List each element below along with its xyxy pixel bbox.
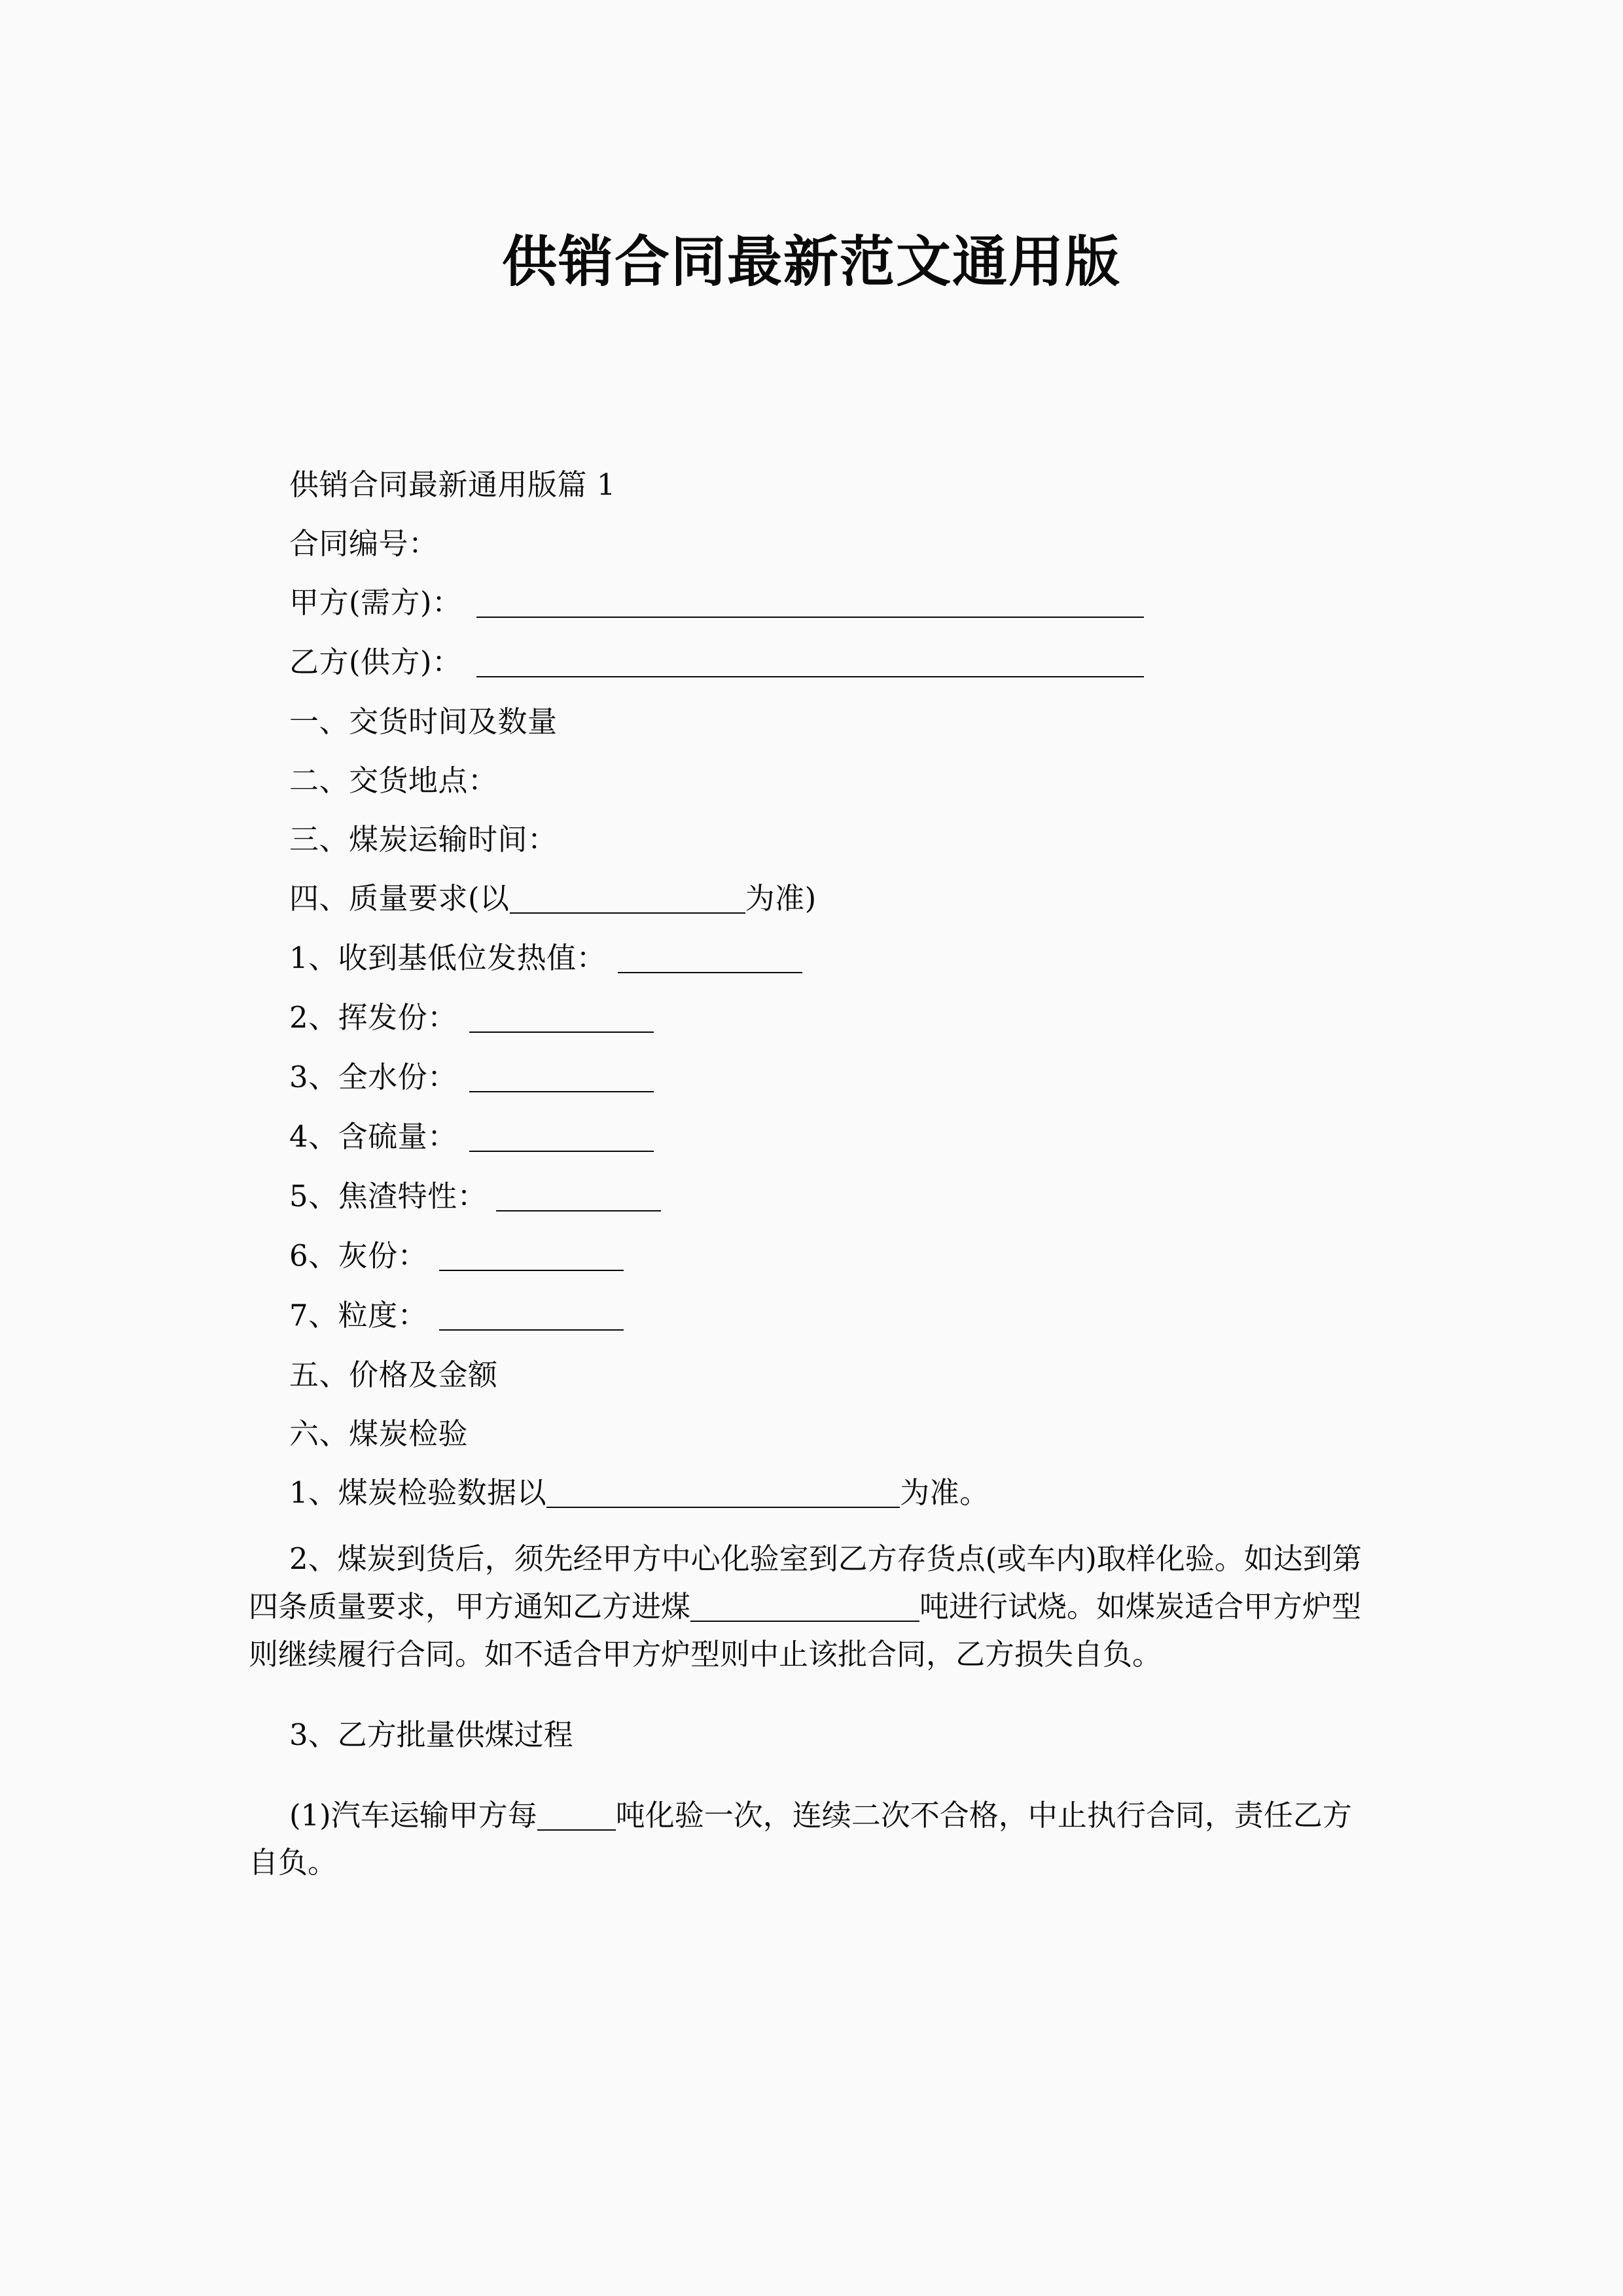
party-label-supplier: 乙方(供方)： bbox=[289, 645, 462, 679]
party-buyer-blank[interactable] bbox=[476, 617, 1144, 618]
quality-item-2 bbox=[249, 1000, 1374, 1035]
quality-item-5-label: 5、焦渣特性： bbox=[289, 1179, 488, 1213]
section-4-suffix: 为准) bbox=[745, 881, 817, 916]
inspection-item-3-sub-1 bbox=[249, 1792, 1374, 1888]
inspection-item-1-blank[interactable] bbox=[546, 1507, 900, 1508]
party-row-buyer bbox=[249, 585, 1374, 620]
inspection-item-2-tons-blank[interactable] bbox=[690, 1621, 919, 1622]
party-row-supplier bbox=[249, 647, 1374, 677]
quality-item-6-label: 6、灰份： bbox=[289, 1238, 428, 1273]
inspection-item-2-part1: 2、煤炭到货后，须先经甲方中心化验室到乙方存货点(或车内)取样化验。如达到第四条质量要求，甲方通知乙方进煤 bbox=[249, 1541, 1362, 1624]
section-5-price-amount: 五、价格及金额 bbox=[289, 1357, 498, 1392]
inspection-item-2-part2: 吨进行试烧。如煤炭适合甲方炉型则继续履行合同。如不适合甲方炉型则中止该批合同，乙方损失自负。 bbox=[249, 1588, 1362, 1672]
section-4-standard-blank[interactable] bbox=[510, 912, 745, 914]
section-4-quality-requirements bbox=[249, 881, 1374, 916]
quality-item-4-blank[interactable] bbox=[469, 1151, 654, 1152]
section-1-delivery-time-quantity: 一、交货时间及数量 bbox=[289, 704, 558, 739]
quality-item-3-label: 3、全水份： bbox=[289, 1060, 457, 1094]
section-3-transport-time: 三、煤炭运输时间： bbox=[289, 822, 558, 857]
quality-item-3 bbox=[249, 1062, 1374, 1092]
section-6-coal-inspection: 六、煤炭检验 bbox=[289, 1416, 469, 1451]
section-4-prefix: 四、质量要求(以 bbox=[289, 881, 510, 916]
inspection-item-3-sub-1-tons-blank[interactable] bbox=[537, 1829, 616, 1831]
party-label-buyer: 甲方(需方)： bbox=[289, 585, 462, 620]
quality-item-6 bbox=[249, 1238, 1374, 1273]
inspection-item-1-prefix: 1、煤炭检验数据以 bbox=[289, 1475, 547, 1510]
inspection-item-3-sub-1-part2: 吨化验一次，连续二次不合格，中止执行合同，责任乙方自负。 bbox=[249, 1797, 1352, 1880]
inspection-item-1-suffix: 为准。 bbox=[900, 1475, 990, 1510]
inspection-item-3-sub-1-part1: (1)汽车运输甲方每 bbox=[289, 1797, 537, 1833]
quality-item-5-blank[interactable] bbox=[496, 1210, 661, 1211]
quality-item-4 bbox=[249, 1119, 1374, 1154]
quality-item-4-label: 4、含硫量： bbox=[289, 1119, 457, 1154]
quality-item-2-blank[interactable] bbox=[469, 1031, 654, 1033]
section-2-delivery-location: 二、交货地点： bbox=[289, 763, 498, 798]
inspection-item-2 bbox=[249, 1535, 1374, 1679]
contract-number-label: 合同编号： bbox=[289, 526, 438, 561]
quality-item-2-label: 2、挥发份： bbox=[289, 1000, 457, 1035]
quality-item-1-label: 1、收到基低位发热值： bbox=[289, 941, 607, 975]
party-supplier-blank[interactable] bbox=[476, 676, 1144, 677]
quality-item-3-blank[interactable] bbox=[469, 1091, 654, 1092]
quality-item-5 bbox=[249, 1181, 1374, 1211]
section-heading: 供销合同最新通用版篇 1 bbox=[289, 467, 616, 502]
quality-item-1-blank[interactable] bbox=[618, 972, 802, 973]
page-title: 供销合同最新范文通用版 bbox=[501, 229, 1121, 295]
inspection-item-1 bbox=[249, 1475, 1374, 1510]
quality-item-1 bbox=[249, 943, 1374, 973]
quality-item-6-blank[interactable] bbox=[439, 1270, 624, 1271]
inspection-item-3: 3、乙方批量供煤过程 bbox=[289, 1717, 573, 1752]
quality-item-7-label: 7、粒度： bbox=[289, 1298, 428, 1333]
document-body bbox=[249, 467, 1374, 1887]
quality-item-7-blank[interactable] bbox=[439, 1329, 624, 1331]
quality-item-7 bbox=[249, 1300, 1374, 1331]
